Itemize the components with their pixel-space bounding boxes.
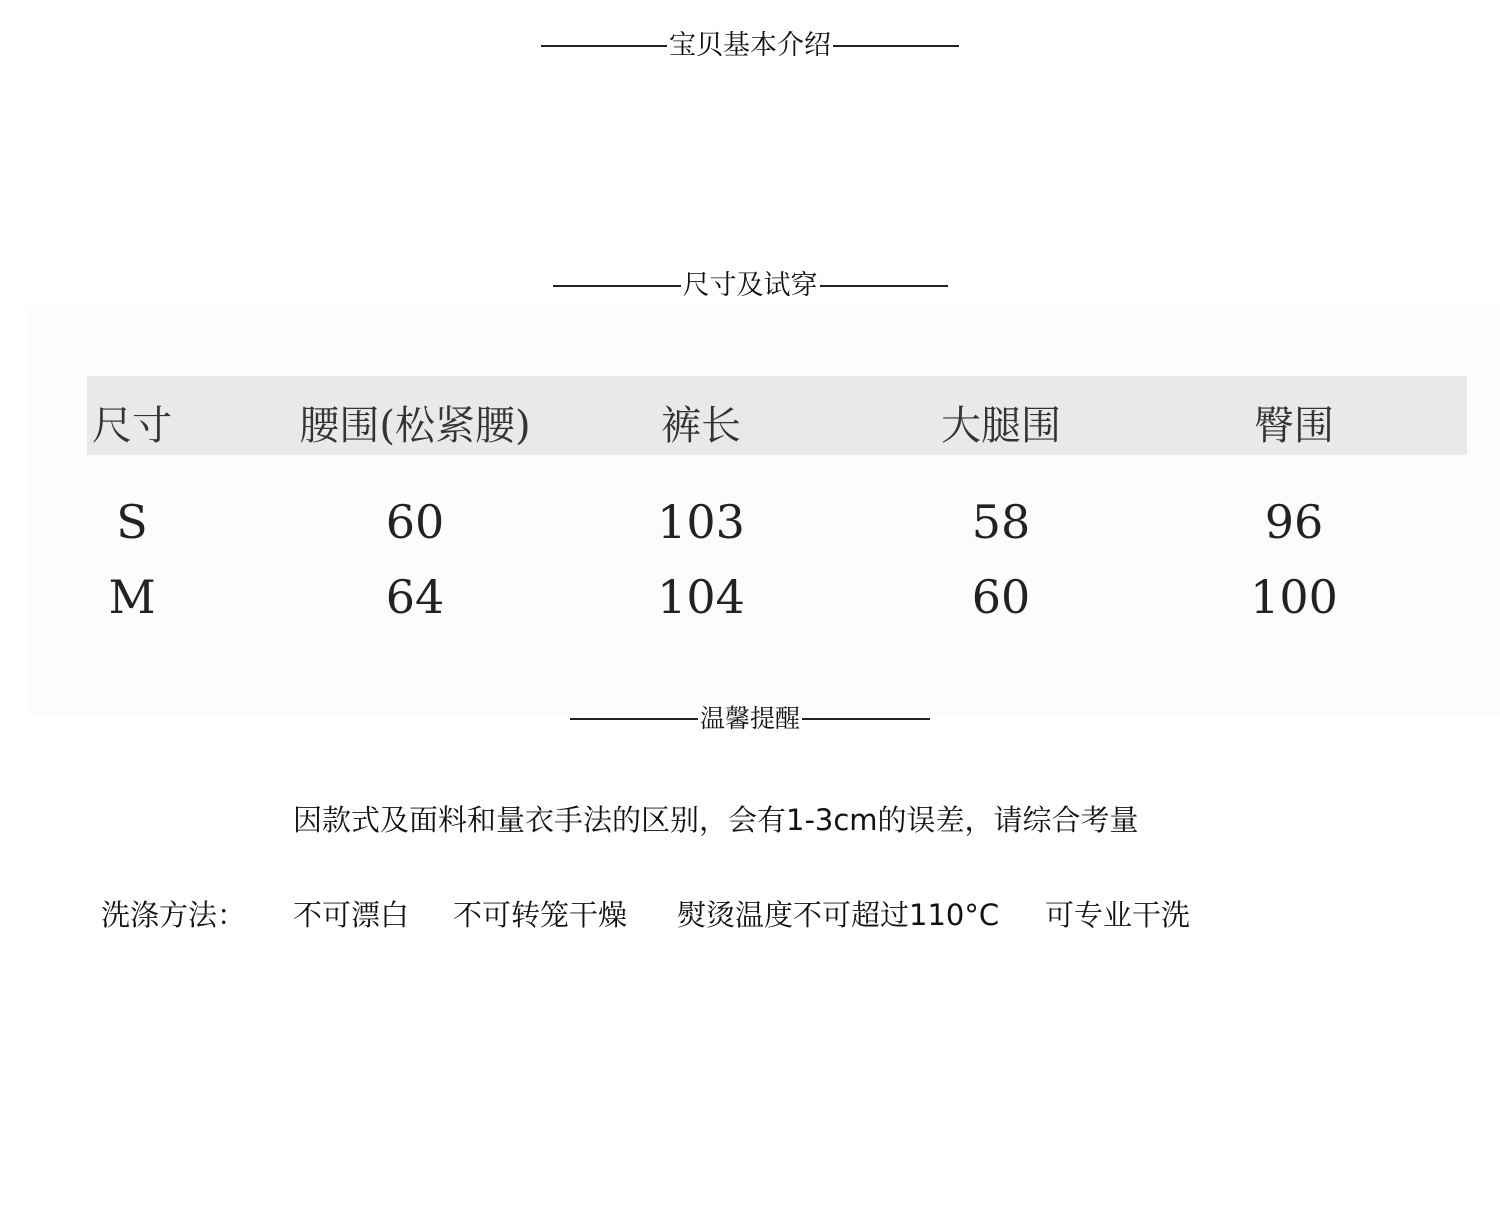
- wash-item: 不可转笼干燥: [453, 898, 628, 932]
- section-title-tips: 温馨提醒: [699, 704, 800, 733]
- measurement-note: 因款式及面料和量衣手法的区别，会有1-3cm的误差，请综合考量: [293, 803, 1139, 837]
- cell-thigh: 60: [971, 570, 1031, 624]
- cell-thigh: 58: [971, 495, 1031, 549]
- wash-item: 熨烫温度不可超过110°C: [677, 898, 1000, 932]
- heading-rule-left: [570, 718, 698, 720]
- header-size: 尺寸: [92, 403, 172, 449]
- wash-item: 可专业干洗: [1045, 898, 1191, 932]
- section-heading-tips: [0, 706, 1500, 731]
- section-title-size: 尺寸及试穿: [682, 270, 818, 301]
- cell-size: S: [116, 495, 148, 549]
- table-row: [87, 485, 1467, 560]
- cell-length: 103: [657, 495, 745, 549]
- heading-rule-left: [541, 45, 667, 47]
- cell-size: M: [108, 570, 156, 624]
- heading-rule-left: [553, 285, 681, 287]
- table-row: [87, 560, 1467, 635]
- header-hip: 臀围: [1254, 403, 1334, 449]
- cell-waist: 64: [385, 570, 445, 624]
- heading-rule-right: [833, 45, 959, 47]
- size-table-header: [87, 376, 1467, 455]
- header-thigh: 大腿围: [941, 403, 1061, 449]
- cell-hip: 96: [1264, 495, 1324, 549]
- wash-label: 洗涤方法：: [101, 898, 247, 932]
- size-table: [87, 376, 1467, 635]
- section-heading-intro: [0, 32, 1500, 59]
- section-heading-size: [0, 272, 1500, 299]
- header-waist: 腰围(松紧腰): [299, 403, 531, 449]
- heading-rule-right: [802, 718, 930, 720]
- wash-item: 不可漂白: [293, 898, 410, 932]
- header-length: 裤长: [661, 403, 741, 449]
- cell-hip: 100: [1250, 570, 1338, 624]
- section-title-intro: 宝贝基本介绍: [669, 30, 831, 61]
- cell-length: 104: [657, 570, 745, 624]
- heading-rule-right: [820, 285, 948, 287]
- cell-waist: 60: [385, 495, 445, 549]
